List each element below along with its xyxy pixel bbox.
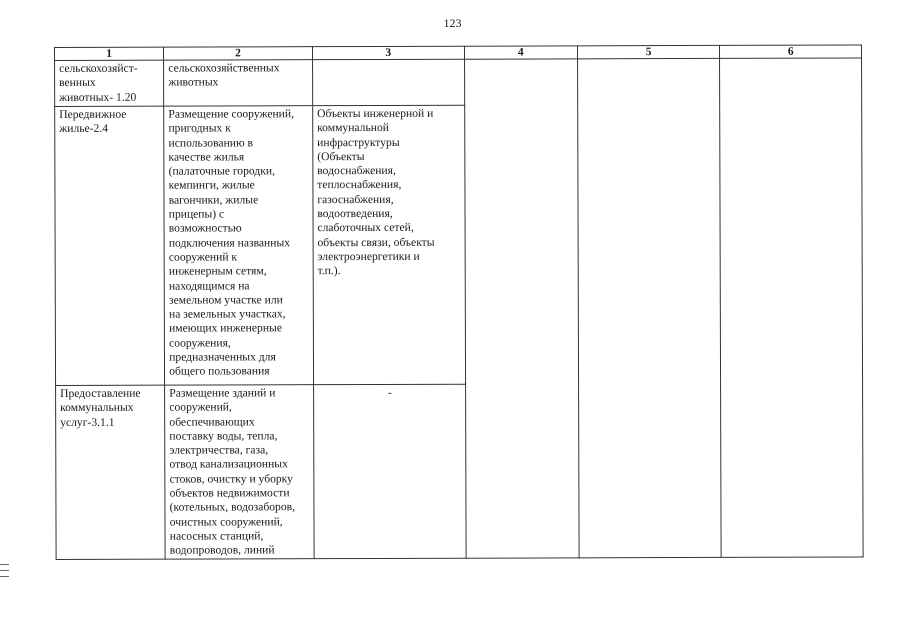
use-description-cell: Размещение зданий и сооружений, обеспечивающих поставку воды, тепла, электричества, газа, отвод канализационных стоков, очистку и уборку объектов недвижимости (котельных, водозаборов, очистных сооружений, насосных станций, водопроводов, линий <box>165 385 314 559</box>
margin-tick <box>0 570 9 571</box>
use-description-cell: сельскохозяйственных животных <box>164 60 313 106</box>
column-header-4: 4 <box>464 46 577 59</box>
table-row <box>55 58 862 107</box>
column-header-1: 1 <box>55 47 164 60</box>
use-type-cell: Предоставление коммунальных услуг-3.1.1 <box>56 385 166 559</box>
use-description-cell: Размещение сооружений, пригодных к использованию в качестве жилья (палаточные городки, кемпинги, жилые вагончики, жилые прицепы) с возможностью подключения названных сооружений к инженерным сетям, находящимся на земельном участке или на земельных участках, имеющих инженерные сооружения, предназначенных для общего пользования <box>164 106 314 385</box>
column-header-2: 2 <box>164 47 313 60</box>
binding-margin-marks <box>0 564 9 582</box>
page-number: 123 <box>443 16 462 30</box>
use-type-cell: сельскохозяйст- венных животных- 1.20 <box>55 60 164 106</box>
column-6-cell <box>720 58 863 557</box>
column-5-cell <box>577 58 721 557</box>
column-header-3: 3 <box>312 46 464 59</box>
auxiliary-use-cell: - <box>313 384 465 558</box>
column-header-5: 5 <box>577 45 720 58</box>
column-4-cell <box>464 59 579 558</box>
auxiliary-use-cell <box>312 59 464 105</box>
margin-tick <box>0 564 9 565</box>
auxiliary-use-cell: Объекты инженерной и коммунальной инфраструктуры (Объекты водоснабжения, теплоснабжения, газоснабжения, водоотведения, слаботочных сетей, объекты связи, объекты электроэнергетики и т.п.). <box>313 105 466 384</box>
use-type-cell: Передвижное жилье-2.4 <box>55 106 165 385</box>
land-use-table <box>54 44 864 560</box>
column-header-6: 6 <box>720 45 862 58</box>
margin-tick <box>0 576 9 577</box>
